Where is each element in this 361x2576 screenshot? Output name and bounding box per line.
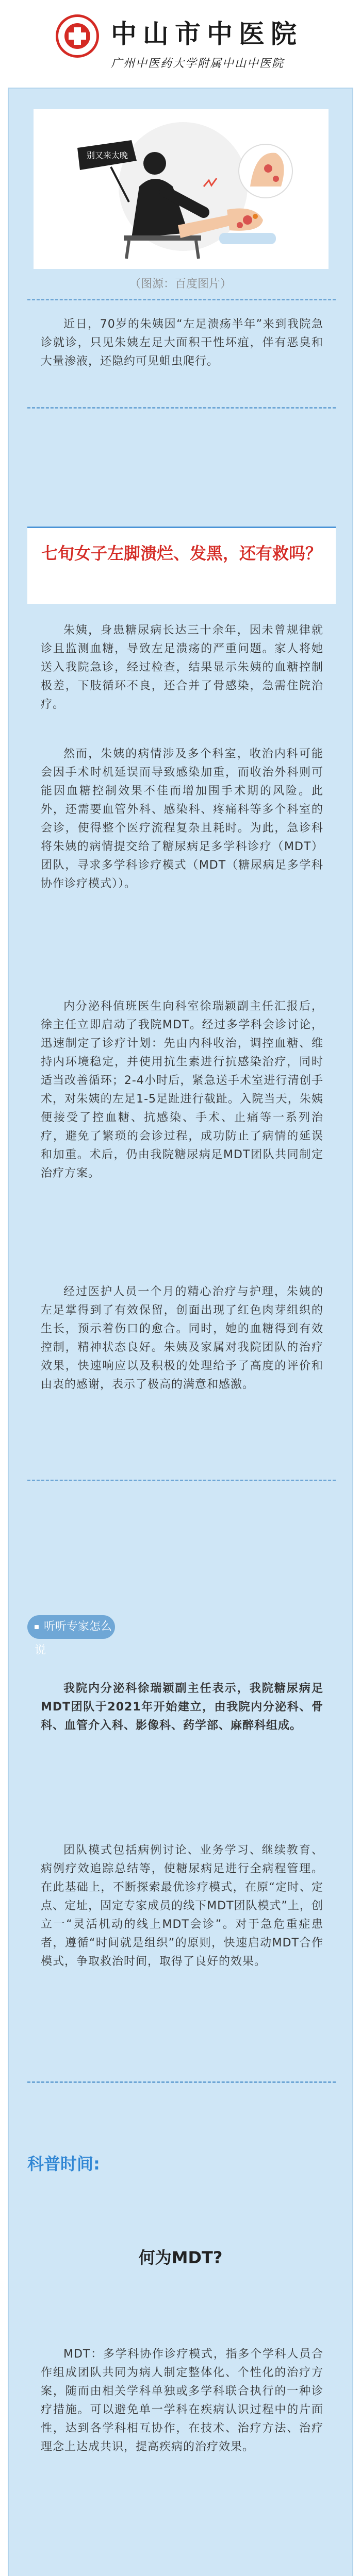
dashed-divider: [27, 299, 336, 300]
hospital-subtitle: 广州中医药大学附属中山中医院: [111, 57, 285, 70]
article-card: [8, 88, 353, 2576]
intro-paragraph: 近日，70岁的朱姨因“左足溃疡半年”来到我院急诊就诊，只见朱姨左足大面积干性坏疽，伴有恶臭和大量渗液，还隐约可见蛆虫爬行。: [41, 318, 323, 368]
foot-pain-illustration: [34, 109, 329, 269]
mdt-question: 何为MDT?: [138, 2248, 223, 2267]
story-paragraph: 然而，朱姨的病情涉及多个科室，收治内科可能会因手术时机延误而导致感染加重，而收治外科则可能因血糖控制效果不佳而增加围手术期的风险。此外，还需要血管外科、感染科、疼痛科等多个科室的会诊，使得整个医疗流程复杂且耗时。为此，急诊科将朱姨的病情提交给了糖尿病足多学科诊疗（MDT）团队，寻求多学科诊疗模式（MDT（糖尿病足多学科协作诊疗模式））。: [41, 748, 323, 890]
hospital-name: 中山市中医院: [111, 19, 303, 49]
headline-box: [27, 527, 336, 604]
patient-illustration: [34, 109, 329, 269]
expert-paragraph: 我院内分泌科徐瑞颖副主任表示，我院糖尿病足MDT团队于2021年开始建立，由我院内分泌科、骨科、血管介入科、影像科、药学部、麻醉科组成。: [41, 1682, 323, 1732]
mdt-paragraph: MDT：多学科协作诊疗模式，指多个学科人员合作组成团队共同为病人制定整体化、个性化的治疗方案，随而由相关学科单独或多学科联合执行的一种诊疗措施。可以避免单一学科在疾病认识过程中的片面性，达到各学科相互协作，在技术、治疗方法、治疗理念上达成共识，提高疾病的治疗效果。: [41, 2348, 323, 2453]
story-paragraph: 朱姨，身患糖尿病长达三十余年，因未曾规律就诊且监测血糖，导致左足溃疡的严重问题。家人将她送入我院急诊，经过检查，结果显示朱姨的血糖控制极差，下肢循环不良，还合并了骨感染，急需住院治疗。: [41, 624, 323, 711]
sign-text: 别又来太晚: [86, 150, 128, 160]
image-caption: （图源：百度图片）: [129, 278, 232, 291]
dashed-divider: [27, 1480, 336, 1481]
expert-tag-label: 听听专家怎么说: [35, 1620, 112, 1657]
headline-title: 七旬女子左脚溃烂、发黑，还有救吗？: [41, 544, 322, 563]
dashed-divider: [27, 2081, 336, 2083]
dashed-divider: [27, 407, 336, 409]
hospital-header: [0, 0, 361, 92]
bullet-icon: [35, 1625, 39, 1629]
expert-section-tag: [27, 1615, 115, 1657]
expert-paragraph: 团队模式包括病例讨论、业务学习、继续教育、病例疗效追踪总结等，使糖尿病足进行全病程管理。在此基础上，不断探索最优诊疗模式，在原“定时、定点、定址，固定专家成员的线下MDT团队模式”上，创立一“灵活机动的线上MDT会诊”。对于急危重症患者，遵循“时间就是组织”的原则，快速启动MDT合作模式，争取救治时间，取得了良好的效果。: [41, 1844, 323, 1968]
hospital-logo-icon: [56, 14, 99, 58]
story-paragraph: 经过医护人员一个月的精心治疗与护理，朱姨的左足掌得到了有效保留，创面出现了红色肉芽组织的生长，预示着伤口的愈合。同时，她的血糖得到有效控制，精神状态良好。朱姨及家属对我院团队的治疗效果，快速响应以及积极的处理给予了高度的评价和由衷的感谢，表示了极高的满意和感激。: [41, 1285, 323, 1391]
science-heading: 科普时间:: [27, 2154, 100, 2174]
story-paragraph: 内分泌科值班医生向科室徐瑞颖副主任汇报后，徐主任立即启动了我院MDT。经过多学科会诊讨论，迅速制定了诊疗计划：先由内科收治，调控血糖、维持内环境稳定，并使用抗生素进行抗感染治疗，同时适当改善循环；2-4小时后，紧急送手术室进行清创手术，对朱姨的左足1-5足趾进行截趾。入院当天，朱姨便接受了控血糖、抗感染、手术、止痛等一系列治疗，避免了繁琐的会诊过程，成功防止了病情的延误和加重。术后，仍由我院糖尿病足MDT团队共同制定治疗方案。: [41, 1000, 323, 1180]
